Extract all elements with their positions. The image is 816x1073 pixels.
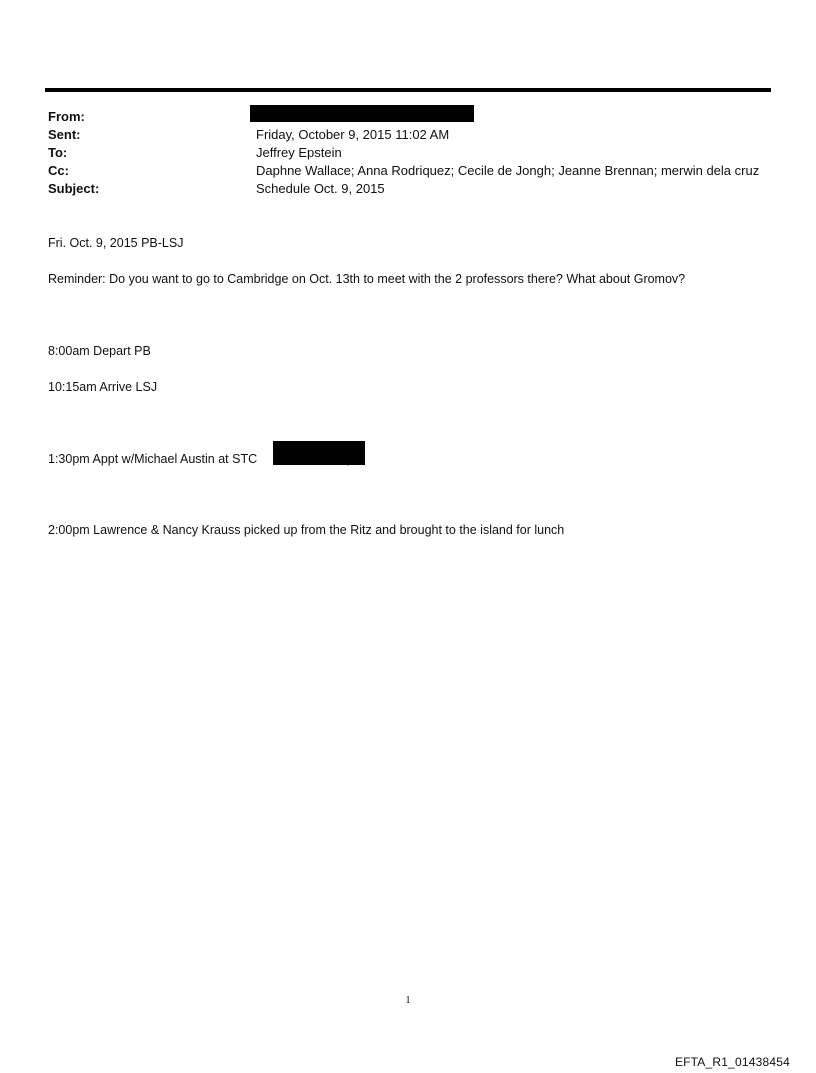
page-number: 1 [405, 994, 411, 1006]
from-label: From: [48, 109, 85, 124]
cc-row [48, 162, 768, 180]
subject-value: Schedule Oct. 9, 2015 [256, 181, 385, 196]
bates-number: EFTA_R1_01438454 [674, 1055, 790, 1069]
sent-row [48, 126, 768, 144]
subject-row [48, 180, 768, 198]
header-divider [45, 88, 771, 92]
reminder-line: Reminder: Do you want to go to Cambridge on Oct. 13th to meet with the 2 professors there? What about Gromov? [48, 272, 686, 286]
schedule-item-depart: 8:00am Depart PB [48, 344, 151, 358]
schedule-item-arrive: 10:15am Arrive LSJ [48, 380, 158, 394]
date-line: Fri. Oct. 9, 2015 PB-LSJ [48, 236, 184, 250]
sent-label: Sent: [48, 127, 81, 142]
schedule-item-appt-text: 1:30pm Appt w/Michael Austin at STC [48, 452, 258, 466]
to-label: To: [48, 145, 68, 160]
to-value: Jeffrey Epstein [256, 145, 342, 160]
subject-label: Subject: [48, 181, 100, 196]
to-row [48, 144, 768, 162]
cc-value: Daphne Wallace; Anna Rodriquez; Cecile de Jongh; Jeanne Brennan; merwin dela cruz [256, 163, 760, 178]
from-redaction-box [250, 105, 474, 122]
appt-redaction-box [273, 441, 365, 465]
schedule-item-lunch: 2:00pm Lawrence & Nancy Krauss picked up from the Ritz and brought to the island for lunch [48, 523, 565, 537]
sent-value: Friday, October 9, 2015 11:02 AM [256, 127, 450, 142]
cc-label: Cc: [48, 163, 69, 178]
